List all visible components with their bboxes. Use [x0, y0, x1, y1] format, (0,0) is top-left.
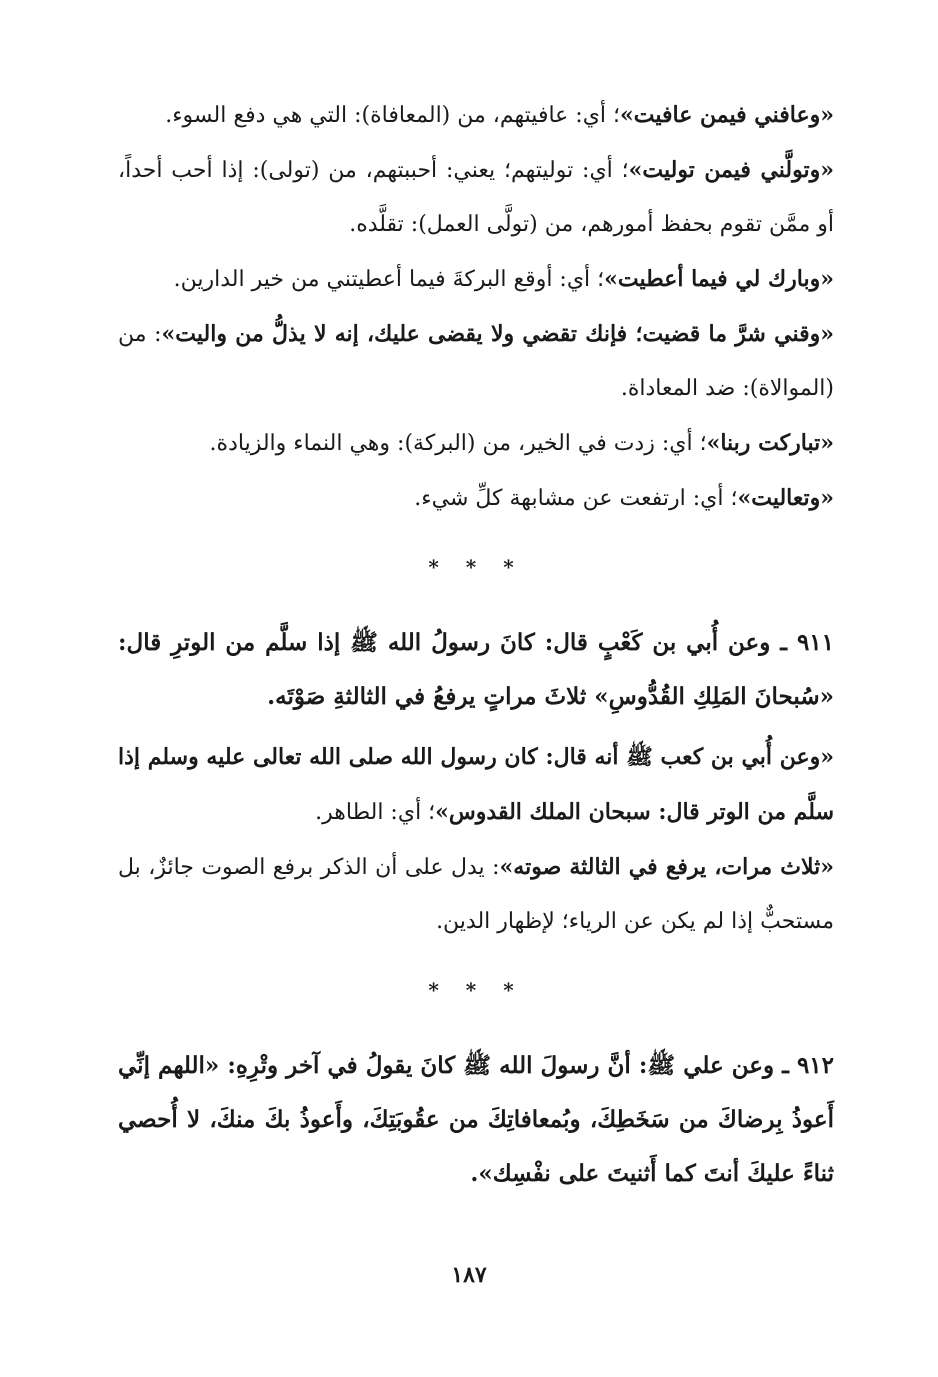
- quoted-phrase: «وقني شرَّ ما قضيت؛ فإنك تقضي ولا يقضى عليك، إنه لا يذلُّ من واليت»: [161, 321, 834, 347]
- quoted-phrase: «وعافني فيمن عافيت»: [620, 102, 834, 128]
- explanation-text: ؛ أي: زدت في الخير، من (البركة): وهي النماء والزيادة.: [209, 431, 707, 456]
- hadith-912: ٩١٢ ـ وعن علي ﷺ: أنَّ رسولَ الله ﷺ كانَ يقولُ في آخر وتْرِهِ: «اللهم إنِّي أَعوذُ بِرضاكَ من سَخَطِكَ، وبُمعافاتِكَ من عقُوبَتِكَ، وأَعوذُ بكَ منكَ، لا أُحصي ثناءً عليكَ أنتَ كما أَثنيتَ على نفْسِك».: [118, 1052, 834, 1187]
- commentary-section-1: [118, 88, 834, 526]
- commentary-paragraph: [118, 307, 834, 416]
- explanation-text: ؛ أي: عافيتهم، من (المعافاة): التي هي دفع السوء.: [165, 103, 621, 128]
- section-separator: * * *: [428, 555, 524, 579]
- page-number: ١٨٧: [451, 1262, 487, 1288]
- quoted-phrase: «وبارك لي فيما أعطيت»: [604, 266, 834, 292]
- commentary-paragraph: [118, 143, 834, 252]
- section-separator: * * *: [428, 978, 524, 1002]
- commentary-paragraph: [118, 730, 834, 840]
- commentary-section-2: [118, 730, 834, 949]
- commentary-paragraph: [118, 471, 834, 526]
- quoted-phrase: «وتعاليت»: [737, 485, 834, 511]
- explanation-text: ؛ أي: الطاهر.: [315, 800, 436, 825]
- explanation-text: ؛ أي: ارتفعت عن مشابهة كلِّ شيء.: [414, 486, 738, 511]
- commentary-paragraph: [118, 252, 834, 307]
- quoted-phrase: «تباركت ربنا»: [706, 430, 834, 456]
- quoted-phrase: «وتولَّني فيمن توليت»: [628, 157, 834, 183]
- hadith-911: ٩١١ ـ وعن أُبي بن كَعْبٍ قال: كانَ رسولُ الله ﷺ إذا سلَّم من الوترِ قال: «سُبحانَ المَلِكِ القُدُّوسِ» ثلاثَ مراتٍ يرفعُ في الثالثةِ صَوْتَه.: [118, 629, 834, 710]
- commentary-paragraph: [118, 416, 834, 471]
- explanation-text: : يدل على أن الذكر برفع الصوت جائزٌ، بل مستحبٌّ إذا لم يكن عن الرياء؛ لإظهار الدين.: [118, 855, 834, 934]
- commentary-paragraph: [118, 88, 834, 143]
- quoted-phrase: «وعن أُبي بن كعب ﷺ أنه قال: كان رسول الله صلى الله تعالى عليه وسلم إذا سلَّم من الوتر قال: سبحان الملك القدوس»: [118, 744, 834, 825]
- quoted-phrase: «ثلاث مرات، يرفع في الثالثة صوته»: [499, 854, 834, 880]
- commentary-paragraph: [118, 840, 834, 949]
- page-body: [118, 88, 834, 1201]
- explanation-text: : من (الموالاة): ضد المعاداة.: [118, 322, 834, 401]
- explanation-text: ؛ أي: توليتهم؛ يعني: أحببتهم، من (تولى): إذا أحب أحداً، أو ممَّن تقوم بحفظ أمورهم، من (تولَّى العمل): تقلَّده.: [118, 158, 834, 237]
- explanation-text: ؛ أي: أوقع البركةَ فيما أعطيتني من خير الدارين.: [173, 267, 605, 292]
